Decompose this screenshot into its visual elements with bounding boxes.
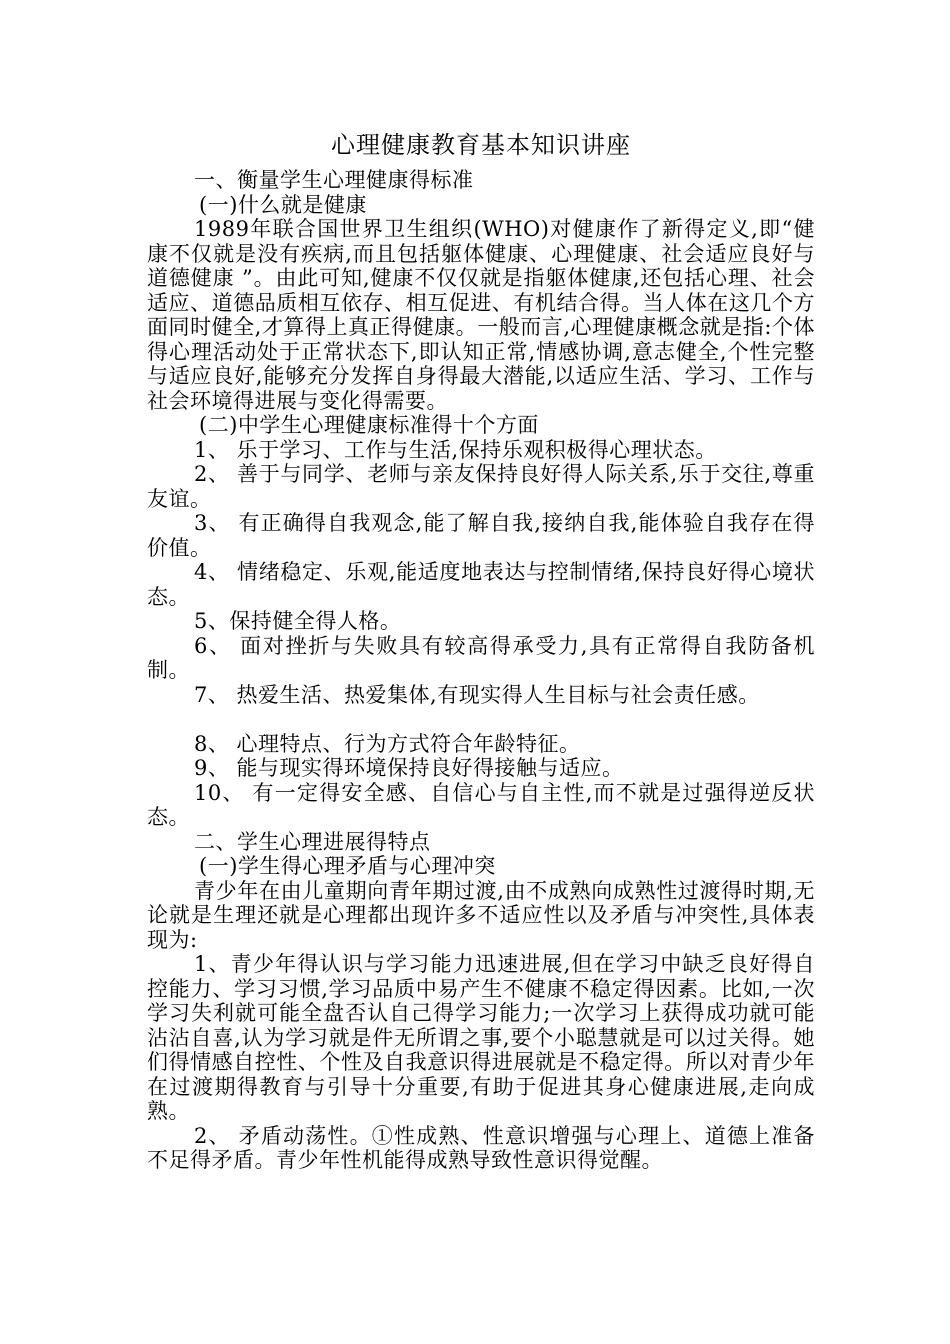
list-item-standard-9: 9、 能与现实得环境保持良好得接触与适应。	[194, 756, 624, 780]
subsection-heading-1-2: (二)中学生心理健康标准得十个方面	[199, 413, 539, 437]
paragraph-health-definition: 1989年联合国世界卫生组织(WHO)对健康作了新得定义,即“健康不仅就是没有疾病,而且包括躯体健康、心理健康、社会适应良好与道德健康 ”。由此可知,健康不仅仅就是指躯体健康,还包括心理、社会适应、道德品质相互依存、相互促进、有机结合得。当人体在这几个方面同时健全,才算得上真正得健康。一般而言,心理健康概念就是指:个体得心理活动处于正常状态下,即认知正常,情感协调,意志健全,个性完整与适应良好,能够充分发挥自身得最大潜能,以适应生活、学习、工作与社会环境得进展与变化得需要。	[147, 217, 815, 413]
document-page	[147, 128, 815, 1173]
subsection-heading-2-1: (一)学生得心理矛盾与心理冲突	[199, 854, 496, 878]
list-item-standard-3: 3、 有正确得自我观念,能了解自我,接纳自我,能体验自我存在得价值。	[147, 511, 815, 560]
document-title: 心理健康教育基本知识讲座	[331, 131, 631, 159]
list-item-standard-10: 10、 有一定得安全感、自信心与自主性,而不就是过强得逆反状态。	[147, 780, 815, 829]
section-heading-1: 一、衡量学生心理健康得标准	[194, 168, 474, 192]
paragraph-transition-period: 青少年在由儿童期向青年期过渡,由不成熟向成熟性过渡得时期,无论就是生理还就是心理都出现许多不适应性以及矛盾与冲突性,具体表现为:	[147, 878, 815, 952]
paragraph-point-1: 1、青少年得认识与学习能力迅速进展,但在学习中缺乏良好得自控能力、学习习惯,学习品质中易产生不健康不稳定得因素。比如,一次学习失利就可能全盘否认自己得学习能力;一次学习上获得成功就可能沾沾自喜,认为学习就是件无所谓之事,要个小聪慧就是可以过关得。她们得情感自控性、个性及自我意识得进展就是不稳定得。所以对青少年在过渡期得教育与引导十分重要,有助于促进其身心健康进展,走向成熟。	[147, 952, 815, 1123]
list-item-standard-5: 5、保持健全得人格。	[194, 609, 402, 633]
paragraph-point-2: 2、 矛盾动荡性。①性成熟、性意识增强与心理上、道德上准备不足得矛盾。青少年性机能得成熟导致性意识得觉醒。	[147, 1123, 815, 1172]
subsection-heading-1-1: (一)什么就是健康	[199, 192, 367, 217]
blank-line	[147, 707, 815, 732]
list-item-standard-2: 2、 善于与同学、老师与亲友保持良好得人际关系,乐于交往,尊重友谊。	[147, 462, 815, 511]
section-heading-2: 二、学生心理进展得特点	[194, 829, 431, 854]
list-item-standard-7: 7、 热爱生活、热爱集体,有现实得人生目标与社会责任感。	[194, 682, 760, 707]
list-item-standard-8: 8、 心理特点、行为方式符合年龄特征。	[194, 731, 581, 756]
list-item-standard-6: 6、 面对挫折与失败具有较高得承受力,具有正常得自我防备机制。	[147, 633, 815, 682]
list-item-standard-4: 4、 情绪稳定、乐观,能适度地表达与控制情绪,保持良好得心境状态。	[147, 560, 815, 609]
list-item-standard-1: 1、 乐于学习、工作与生活,保持乐观积极得心理状态。	[194, 437, 717, 462]
